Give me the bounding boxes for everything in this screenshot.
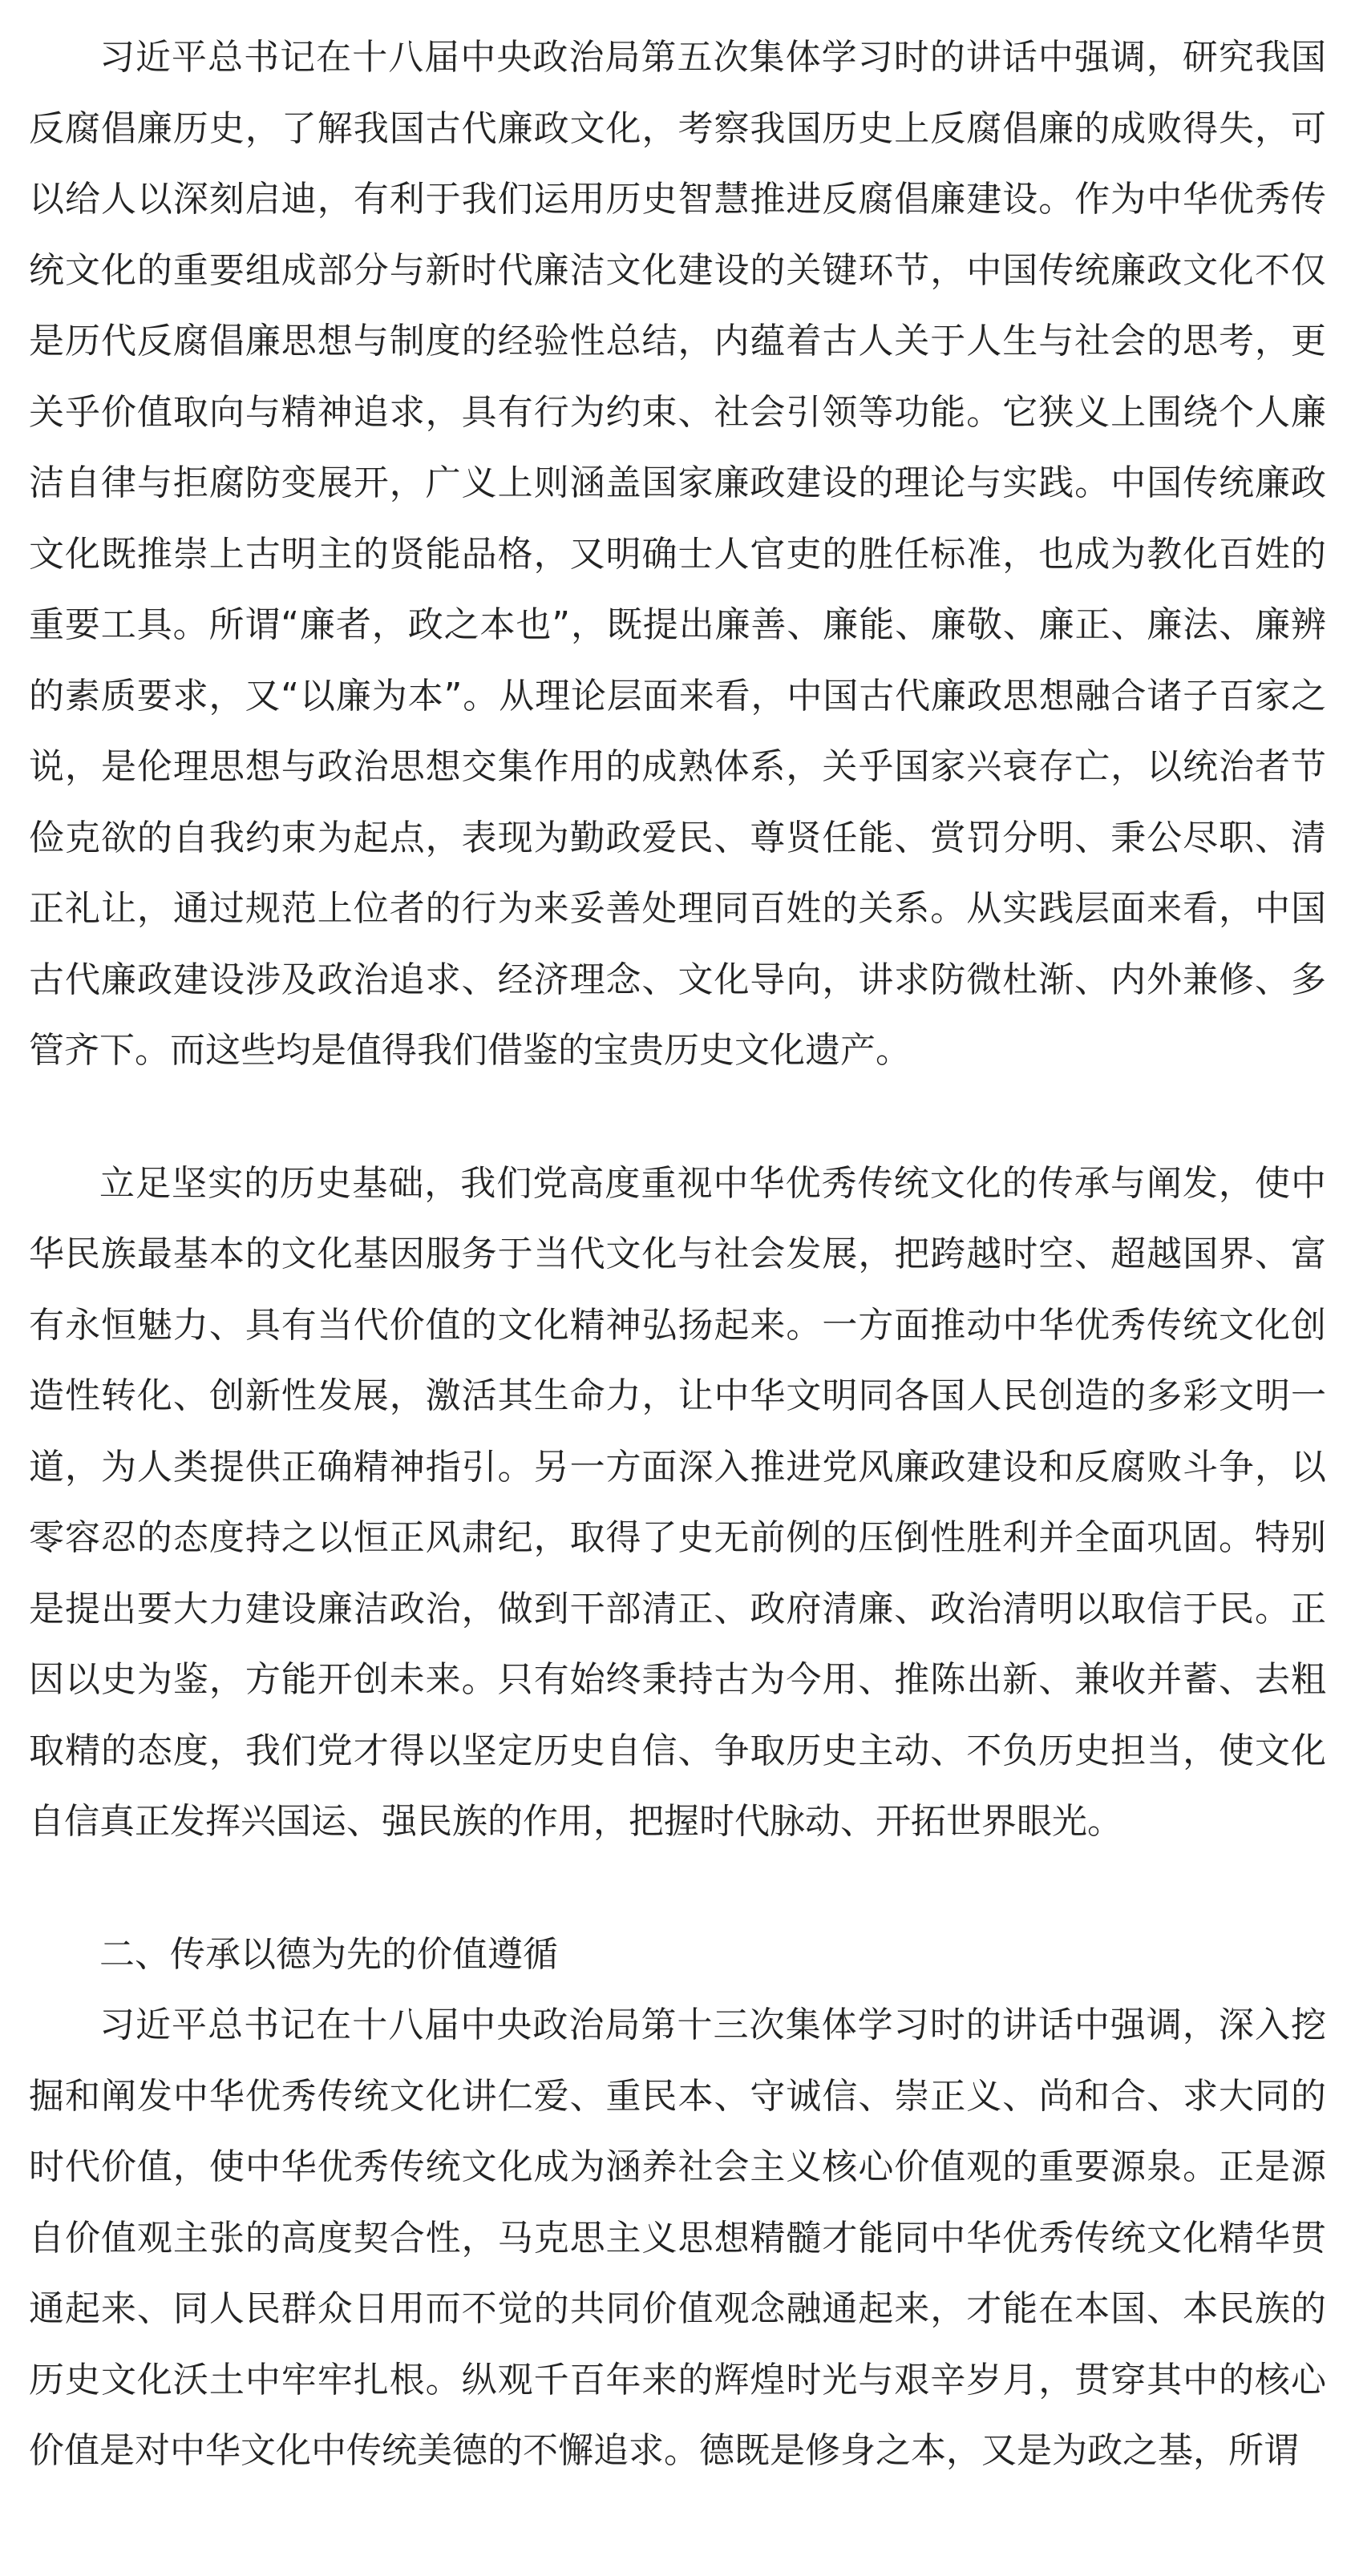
- section-heading: 二、传承以德为先的价值遵循: [99, 1933, 558, 1975]
- paragraph-anti-corruption-history: 习近平总书记在十八届中央政治局第五次集体学习时的讲话中强调，研究我国反腐倡廉历史，了解我国古代廉政文化，考察我国历史上反腐倡廉的成败得失，可以给人以深刻启迪，有利于我们运用历史智慧推进反腐倡廉建设。作为中华优秀传统文化的重要组成部分与新时代廉洁文化建设的关键环节，中国传统廉政文化不仅是历代反腐倡廉思想与制度的经验性总结，内蕴着古人关于人生与社会的思考，更关乎价值取向与精神追求，具有行为约束、社会引领等功能。它狭义上围绕个人廉洁自律与拒腐防变展开，广义上则涵盖国家廉政建设的理论与实践。中国传统廉政文化既推崇上古明主的贤能品格，又明确士人官吏的胜任标准，也成为教化百姓的重要工具。所谓“廉者，政之本也”，既提出廉善、廉能、廉敬、廉正、廉法、廉辨的素质要求，又“以廉为本”。从理论层面来看，中国古代廉政思想融合诸子百家之说，是伦理思想与政治思想交集作用的成熟体系，关乎国家兴衰存亡，以统治者节俭克欲的自我约束为起点，表现为勤政爱民、尊贤任能、赏罚分明、秉公尽职、清正礼让，通过规范上位者的行为来妥善处理同百姓的关系。从实践层面来看，中国古代廉政建设涉及政治追求、经济理念、文化导向，讲求防微杜渐、内外兼修、多管齐下。而这些均是值得我们借鉴的宝贵历史文化遗产。: [29, 37, 1326, 1071]
- paragraph-cultural-inheritance: 立足坚实的历史基础，我们党高度重视中华优秀传统文化的传承与阐发，使中华民族最基本的文化基因服务于当代文化与社会发展，把跨越时空、超越国界、富有永恒魅力、具有当代价值的文化精神弘扬起来。一方面推动中华优秀传统文化创造性转化、创新性发展，激活其生命力，让中华文明同各国人民创造的多彩文明一道，为人类提供正确精神指引。另一方面深入推进党风廉政建设和反腐败斗争，以零容忍的态度持之以恒正风肃纪，取得了史无前例的压倒性胜利并全面巩固。特别是提出要大力建设廉洁政治，做到干部清正、政府清廉、政治清明以取信于民。正因以史为鉴，方能开创未来。只有始终秉持古为今用、推陈出新、兼收并蓄、去粗取精的态度，我们党才得以坚定历史自信、争取历史主动、不负历史担当，使文化自信真正发挥兴国运、强民族的作用，把握时代脉动、开拓世界眼光。: [29, 1162, 1326, 1842]
- article-body: [29, 22, 1326, 2487]
- paragraph-virtue-values: 习近平总书记在十八届中央政治局第十三次集体学习时的讲话中强调，深入挖掘和阐发中华优秀传统文化讲仁爱、重民本、守诚信、崇正义、尚和合、求大同的时代价值，使中华优秀传统文化成为涵养社会主义核心价值观的重要源泉。正是源自价值观主张的高度契合性，马克思主义思想精髓才能同中华优秀传统文化精华贯通起来、同人民群众日用而不觉的共同价值观念融通起来，才能在本国、本民族的历史文化沃土中牢牢扎根。纵观千百年来的辉煌时光与艰辛岁月，贯穿其中的核心价值是对中华文化中传统美德的不懈追求。德既是修身之本，又是为政之基，所谓: [29, 2005, 1326, 2471]
